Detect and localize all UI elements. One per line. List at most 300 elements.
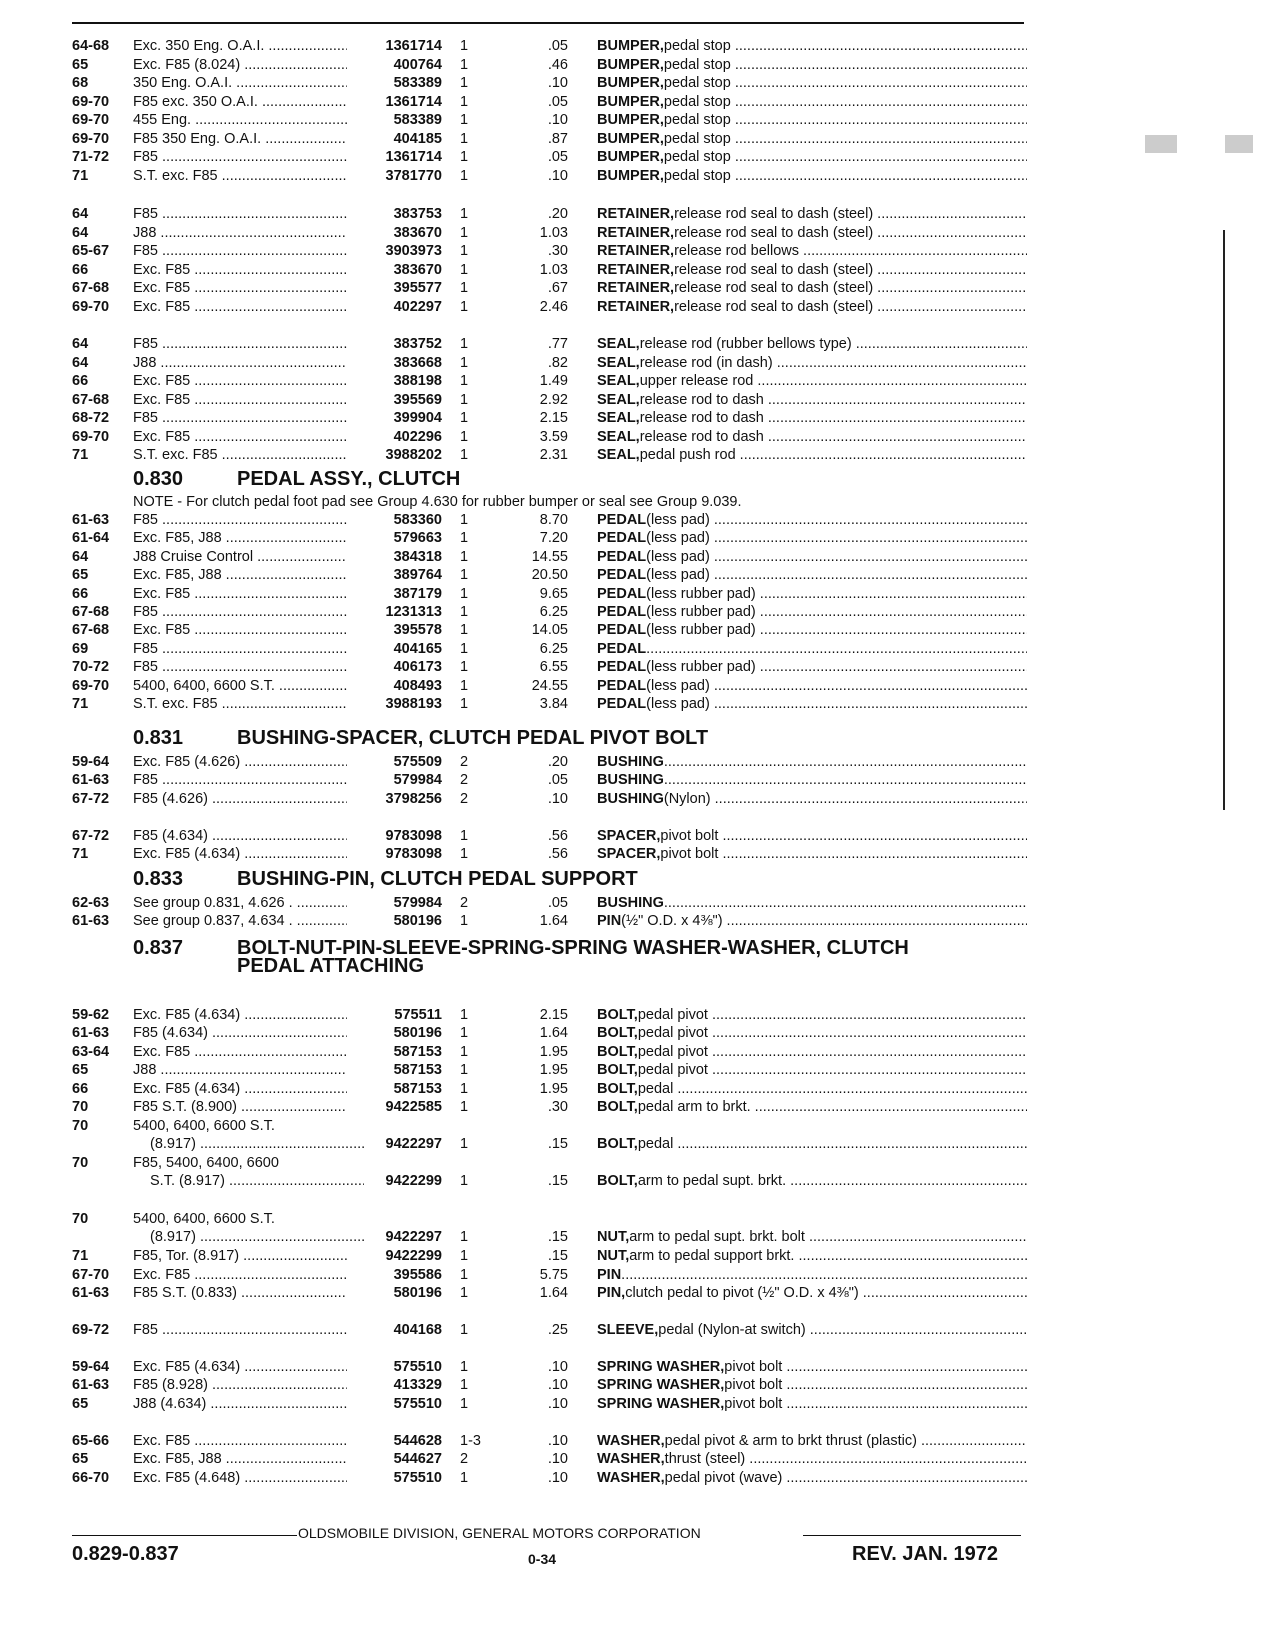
price: .87 (547, 131, 568, 147)
part-number: 579663 (393, 530, 442, 547)
part-number: 580196 (393, 1025, 442, 1042)
quantity: 1 (460, 1043, 469, 1060)
revision-date: REV. JAN. 1972 (852, 1543, 999, 1565)
part-detail: (less rubber pad) ..... (646, 603, 1027, 621)
table-row (0, 391, 1263, 409)
part-description (597, 261, 1027, 279)
part-number: 9783098 (385, 828, 442, 844)
quantity: 1 (460, 530, 469, 547)
quantity: 1 (460, 846, 469, 862)
year-range: 61-63 (72, 512, 110, 528)
part-description (597, 1432, 1027, 1450)
table-row (0, 148, 1263, 166)
year-range: 63-64 (72, 1043, 110, 1060)
year-range: 61-63 (72, 913, 110, 930)
price: .05 (547, 149, 568, 165)
price: 1.95 (539, 1080, 568, 1097)
model-application: 5400, 6400, 6600 S.T. (133, 1211, 275, 1227)
part-detail: pedal stop ..... (664, 56, 1027, 74)
part-name: SPACER, (597, 846, 661, 862)
part-detail: pedal pivot ..... (638, 1024, 1027, 1042)
price: 1.03 (539, 225, 568, 241)
quantity: 1 (460, 168, 469, 184)
year-range: 67-72 (72, 791, 110, 807)
part-description (597, 511, 1027, 529)
table-row (0, 298, 1263, 316)
part-description (597, 677, 1027, 695)
year-range: 71-72 (72, 149, 110, 165)
part-description (597, 56, 1027, 74)
part-detail: release rod to dash ..... (640, 409, 1027, 427)
table-row (0, 224, 1263, 242)
price: .20 (547, 754, 568, 770)
top-rule (72, 22, 1024, 24)
quantity: 1 (460, 1377, 469, 1393)
part-name: SEAL, (597, 373, 640, 389)
table-row (0, 912, 1263, 930)
part-name: BUSHING (597, 772, 664, 788)
section-title-continued: PEDAL ATTACHING (237, 955, 425, 977)
model-application: Exc. F85 ..... (133, 261, 347, 279)
section-title: BUSHING-PIN, CLUTCH PEDAL SUPPORT (237, 868, 638, 890)
table-row (0, 845, 1263, 863)
part-name: SPRING WASHER, (597, 1396, 725, 1412)
section-number: 0.830 (133, 468, 184, 490)
part-name: PIN, (597, 1285, 626, 1301)
model-application: See group 0.831, 4.626 . ..... (133, 894, 347, 912)
part-description (597, 912, 1027, 930)
quantity: 1 (460, 280, 469, 296)
part-detail: (less pad) ..... (646, 695, 1027, 713)
part-detail: release rod seal to dash (steel) ..... (674, 261, 1027, 279)
table-row (0, 37, 1263, 55)
year-range: 65 (72, 1451, 89, 1467)
table-row (0, 529, 1263, 547)
price: 1.03 (539, 262, 568, 278)
model-application: Exc. F85 ..... (133, 621, 347, 639)
model-application: (8.917) ..... (150, 1228, 364, 1246)
year-range: 61-63 (72, 1025, 110, 1042)
year-range: 61-63 (72, 1377, 110, 1393)
part-detail: pedal stop ..... (664, 111, 1027, 129)
part-detail: release rod seal to dash (steel) ..... (674, 298, 1027, 316)
part-name: PEDAL (597, 696, 647, 712)
part-description (597, 1284, 1027, 1302)
part-number: 579984 (393, 895, 442, 911)
quantity: 1 (460, 659, 469, 676)
quantity: 2 (460, 791, 469, 807)
part-description (597, 409, 1027, 427)
quantity: 1 (460, 75, 469, 91)
table-row (0, 640, 1263, 658)
price: 9.65 (539, 585, 568, 602)
part-name: BUMPER, (597, 168, 664, 184)
price: 1.49 (539, 373, 568, 389)
part-description (597, 372, 1027, 390)
part-name: BUSHING (597, 895, 664, 911)
part-detail: pedal pivot (wave) ..... (665, 1469, 1027, 1487)
quantity: 1 (460, 355, 469, 371)
quantity: 1 (460, 622, 469, 639)
part-detail: (Nylon) ..... (664, 790, 1027, 808)
section-number: 0.831 (133, 727, 184, 749)
price: 2.31 (539, 447, 568, 463)
quantity: 1 (460, 548, 469, 565)
quantity: 1 (460, 262, 469, 278)
quantity: 2 (460, 772, 469, 788)
part-detail: (less pad) ..... (646, 677, 1027, 695)
group-range: 0.829-0.837 (72, 1543, 179, 1565)
part-description (597, 1080, 1027, 1098)
price: .10 (547, 791, 568, 807)
part-name: SEAL, (597, 410, 640, 426)
part-number: 575510 (393, 1470, 442, 1486)
part-description (597, 548, 1027, 566)
year-range: 70 (72, 1118, 89, 1134)
part-description (597, 1469, 1027, 1487)
part-detail: pedal push rod ..... (640, 446, 1027, 464)
part-name: RETAINER, (597, 299, 675, 315)
model-application: S.T. exc. F85 ..... (133, 446, 347, 464)
table-row (0, 1247, 1263, 1265)
year-range: 59-64 (72, 1359, 110, 1375)
part-number: 383670 (393, 225, 442, 241)
model-application: S.T. exc. F85 ..... (133, 167, 347, 185)
year-range: 67-70 (72, 1267, 110, 1283)
table-row (0, 1469, 1263, 1487)
part-number: 575510 (393, 1359, 442, 1375)
part-detail: pedal pivot ..... (638, 1061, 1027, 1079)
part-name: NUT, (597, 1248, 630, 1264)
part-number: 587153 (393, 1043, 442, 1060)
year-range: 67-68 (72, 392, 110, 408)
part-name: PEDAL (597, 548, 647, 565)
part-description (597, 93, 1027, 111)
quantity: 1 (460, 1267, 469, 1283)
part-number: 544627 (393, 1451, 442, 1467)
year-range: 61-63 (72, 772, 110, 788)
model-application: Exc. F85 ..... (133, 298, 347, 316)
part-description (597, 771, 1027, 789)
part-detail: arm to pedal supt. brkt. ..... (638, 1172, 1027, 1190)
part-detail: pivot bolt ..... (724, 1376, 1027, 1394)
part-number: 3988202 (385, 447, 442, 463)
model-application: F85 (4.626) ..... (133, 790, 347, 808)
table-row (0, 1080, 1263, 1098)
table-row (0, 354, 1263, 372)
part-name: WASHER, (597, 1433, 665, 1449)
price: 3.84 (539, 696, 568, 712)
price: .82 (547, 355, 568, 371)
part-detail: pivot bolt ..... (660, 827, 1027, 845)
section-title: PEDAL ASSY., CLUTCH (237, 468, 461, 490)
part-description (597, 585, 1027, 603)
table-row (0, 1210, 1263, 1228)
part-detail: pedal stop ..... (664, 148, 1027, 166)
table-row (0, 1154, 1263, 1172)
part-number: 388198 (393, 373, 442, 389)
part-number: 9422299 (385, 1173, 442, 1190)
model-application: Exc. F85 (4.634) ..... (133, 1006, 347, 1024)
model-application: Exc. F85, J88 ..... (133, 566, 347, 584)
price: .10 (547, 1470, 568, 1486)
part-name: PEDAL (597, 677, 647, 694)
part-number: 587153 (393, 1080, 442, 1097)
part-name: SEAL, (597, 447, 640, 463)
part-description (597, 428, 1027, 446)
table-row (0, 753, 1263, 771)
year-range: 65 (72, 57, 89, 73)
year-range: 67-72 (72, 828, 110, 844)
part-description (597, 695, 1027, 713)
part-detail: release rod (rubber bellows type) ..... (640, 335, 1027, 353)
part-detail: arm to pedal support brkt. ..... (629, 1247, 1027, 1265)
model-application: Exc. F85 ..... (133, 428, 347, 446)
table-row (0, 279, 1263, 297)
table-row (0, 1450, 1263, 1468)
quantity: 1 (460, 1359, 469, 1375)
part-description (597, 37, 1027, 55)
part-number: 3798256 (385, 791, 442, 807)
part-detail: clutch pedal to pivot (½" O.D. x 4⅜") ..... (625, 1284, 1027, 1302)
price: .20 (547, 206, 568, 222)
part-number: 9422585 (385, 1099, 442, 1115)
quantity: 2 (460, 754, 469, 770)
table-row (0, 1432, 1263, 1450)
price: .46 (547, 57, 568, 73)
part-detail: (less rubber pad) ..... (646, 658, 1027, 676)
part-description (597, 1247, 1027, 1265)
price: 1.64 (539, 1285, 568, 1301)
table-row (0, 548, 1263, 566)
part-detail: pedal pivot & arm to brkt thrust (plastic) ..... (665, 1432, 1027, 1450)
part-detail (646, 640, 1027, 658)
part-name: PEDAL (597, 604, 647, 620)
table-row (0, 566, 1263, 584)
price: .05 (547, 772, 568, 788)
price: .30 (547, 1099, 568, 1115)
model-application: F85, Tor. (8.917) ..... (133, 1247, 347, 1265)
part-description (597, 827, 1027, 845)
part-name: WASHER, (597, 1470, 665, 1486)
price: 14.05 (531, 622, 568, 639)
part-description (597, 658, 1027, 676)
model-application: F85 ..... (133, 205, 347, 223)
model-application: F85 ..... (133, 1321, 347, 1339)
part-detail: pivot bolt ..... (724, 1358, 1027, 1376)
price: .10 (547, 168, 568, 184)
part-description (597, 148, 1027, 166)
model-application: Exc. 350 Eng. O.A.I. ..... (133, 37, 347, 55)
model-application: Exc. F85 ..... (133, 1266, 347, 1284)
table-row (0, 771, 1263, 789)
part-number: 579984 (393, 772, 442, 788)
year-range: 71 (72, 1248, 89, 1264)
part-description (597, 130, 1027, 148)
part-detail: pedal stop ..... (664, 167, 1027, 185)
table-row (0, 1284, 1263, 1302)
part-number: 383670 (393, 262, 442, 278)
table-row (0, 1376, 1263, 1394)
table-row (0, 409, 1263, 427)
part-number: 1231313 (385, 604, 442, 620)
model-application: J88 ..... (133, 354, 347, 372)
part-detail: thrust (steel) ..... (665, 1450, 1027, 1468)
part-name: BUMPER, (597, 38, 664, 54)
year-range: 69-70 (72, 94, 110, 110)
year-range: 71 (72, 168, 89, 184)
price: .15 (547, 1173, 568, 1190)
model-application: F85 (4.634) ..... (133, 827, 347, 845)
part-detail: pedal ..... (638, 1135, 1027, 1153)
quantity: 1 (460, 410, 469, 426)
part-number: 580196 (393, 1285, 442, 1301)
part-number: 399904 (393, 410, 442, 426)
part-description (597, 566, 1027, 584)
quantity: 1 (460, 1080, 469, 1097)
table-row (0, 1006, 1263, 1024)
part-detail: pedal stop ..... (664, 37, 1027, 55)
price: 3.59 (539, 429, 568, 445)
part-number: 395586 (393, 1267, 442, 1283)
price: 1.64 (539, 913, 568, 930)
table-row (0, 621, 1263, 639)
year-range: 69-70 (72, 677, 110, 694)
year-range: 70 (72, 1099, 89, 1115)
part-name: NUT, (597, 1229, 630, 1246)
price: .10 (547, 1377, 568, 1393)
part-description (597, 1266, 1027, 1284)
price: 2.15 (539, 410, 568, 426)
model-application: F85 ..... (133, 771, 347, 789)
part-detail: release rod to dash ..... (640, 428, 1027, 446)
quantity: 1 (460, 1470, 469, 1486)
part-name: SLEEVE, (597, 1322, 659, 1338)
model-application: F85 ..... (133, 242, 347, 260)
part-detail: upper release rod ..... (640, 372, 1027, 390)
part-detail: release rod seal to dash (steel) ..... (674, 205, 1027, 223)
part-name: PIN (597, 1267, 622, 1283)
year-range: 69-70 (72, 429, 110, 445)
part-description (597, 640, 1027, 658)
part-description (597, 621, 1027, 639)
part-name: BOLT, (597, 1062, 638, 1079)
part-name: SEAL, (597, 392, 640, 408)
part-detail: pedal stop ..... (664, 93, 1027, 111)
part-number: 404185 (393, 131, 442, 147)
part-description (597, 1006, 1027, 1024)
part-name: BOLT, (597, 1136, 638, 1153)
part-number: 383753 (393, 206, 442, 222)
part-name: BOLT, (597, 1173, 638, 1190)
quantity: 1 (460, 604, 469, 620)
part-name: PEDAL (597, 622, 647, 639)
part-detail: pedal pivot ..... (638, 1043, 1027, 1061)
quantity: 1 (460, 38, 469, 54)
quantity: 1 (460, 373, 469, 389)
year-range: 66-70 (72, 1470, 110, 1486)
part-name: BUMPER, (597, 149, 664, 165)
price: 1.95 (539, 1062, 568, 1079)
model-application: F85 ..... (133, 409, 347, 427)
year-range: 64 (72, 225, 89, 241)
price: 14.55 (531, 548, 568, 565)
price: 20.50 (531, 567, 568, 584)
page-number: 0-34 (528, 1551, 557, 1567)
table-row (0, 1358, 1263, 1376)
part-number: 1361714 (385, 149, 442, 165)
year-range: 64 (72, 355, 89, 371)
part-name: SEAL, (597, 336, 640, 352)
quantity: 1 (460, 567, 469, 584)
part-name: SPRING WASHER, (597, 1377, 725, 1393)
table-row (0, 1098, 1263, 1116)
price: .67 (547, 280, 568, 296)
quantity: 1 (460, 696, 469, 712)
quantity: 1 (460, 1322, 469, 1338)
model-application: F85 S.T. (0.833) ..... (133, 1284, 347, 1302)
quantity: 1 (460, 149, 469, 165)
table-row (0, 1117, 1263, 1135)
quantity: 1 (460, 677, 469, 694)
price: 5.75 (539, 1267, 568, 1283)
model-application: See group 0.837, 4.634 . ..... (133, 912, 347, 930)
part-detail: release rod bellows ..... (674, 242, 1027, 260)
part-name: PEDAL (597, 567, 647, 584)
table-row (0, 1135, 1263, 1153)
part-number: 413329 (393, 1377, 442, 1393)
part-name: RETAINER, (597, 262, 675, 278)
price: .10 (547, 1396, 568, 1412)
part-description (597, 753, 1027, 771)
part-description (597, 1321, 1027, 1339)
quantity: 1 (460, 94, 469, 110)
price: .05 (547, 94, 568, 110)
part-number: 3903973 (385, 243, 442, 259)
price: .15 (547, 1136, 568, 1153)
part-detail: pedal (Nylon-at switch) ..... (658, 1321, 1027, 1339)
part-number: 3781770 (385, 168, 442, 184)
year-range: 69-72 (72, 1322, 110, 1338)
part-number: 404168 (393, 1322, 442, 1338)
table-row (0, 1024, 1263, 1042)
table-row (0, 130, 1263, 148)
part-number: 400764 (393, 57, 442, 73)
part-description (597, 279, 1027, 297)
part-number: 9422299 (385, 1248, 442, 1264)
part-description (597, 224, 1027, 242)
part-description (597, 529, 1027, 547)
price: 1.64 (539, 1025, 568, 1042)
model-application: Exc. F85 (4.648) ..... (133, 1469, 347, 1487)
part-detail: (less pad) ..... (646, 511, 1027, 529)
table-row (0, 894, 1263, 912)
part-number: 575511 (394, 1007, 442, 1023)
price: .05 (547, 38, 568, 54)
quantity: 1 (460, 1025, 469, 1042)
part-number: 395578 (393, 622, 442, 639)
part-name: RETAINER, (597, 243, 675, 259)
year-range: 71 (72, 447, 89, 463)
part-detail: (less pad) ..... (646, 529, 1027, 547)
part-description (597, 298, 1027, 316)
model-application: J88 ..... (133, 224, 347, 242)
year-range: 69-70 (72, 131, 110, 147)
part-description (597, 845, 1027, 863)
part-detail: (less rubber pad) ..... (646, 621, 1027, 639)
table-row (0, 428, 1263, 446)
year-range: 61-64 (72, 530, 110, 547)
